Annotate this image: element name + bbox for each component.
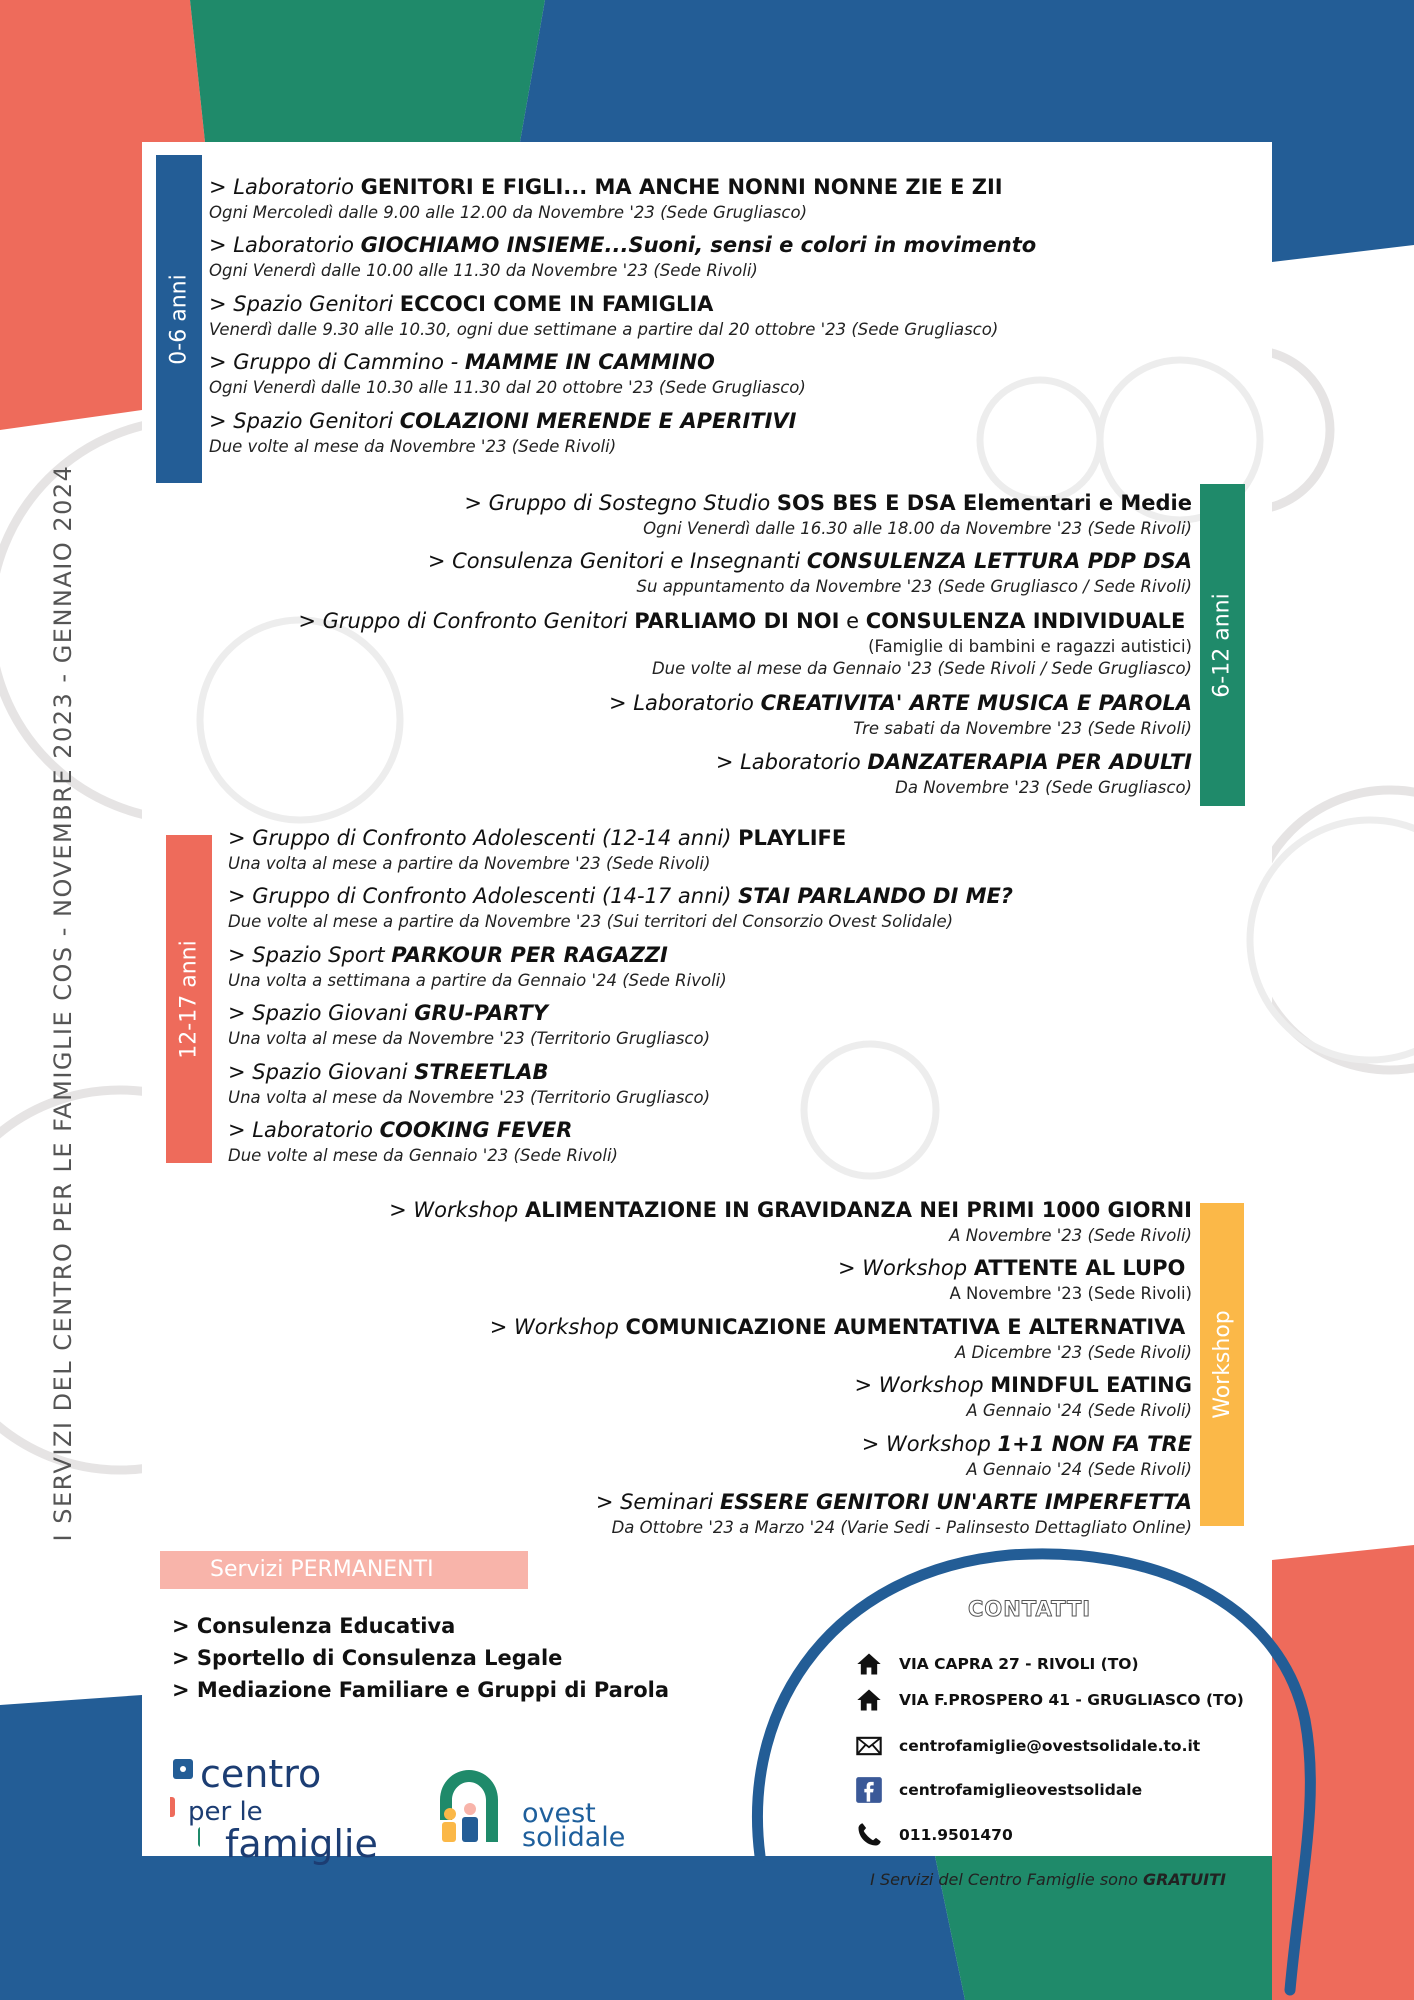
badge-label: 6-12 anni xyxy=(1210,592,1235,698)
list-item: > Laboratorio CREATIVITA' ARTE MUSICA E PAROLA Tre sabati da Novembre '23 (Sede Rivoli) xyxy=(608,691,1192,738)
vertical-title: I SERVIZI DEL CENTRO PER LE FAMIGLIE COS - NOVEMBRE 2023 - GENNAIO 2024 xyxy=(49,464,77,1542)
list-item: > Spazio Sport PARKOUR PER RAGAZZI Una volta a settimana a partire da Gennaio '24 (Sede Rivoli) xyxy=(228,943,727,990)
list-item: > Laboratorio COOKING FEVER Due volte al mese da Gennaio '23 (Sede Rivoli) xyxy=(228,1118,618,1165)
footer-note: I Servizi del Centro Famiglie sono GRATUITI xyxy=(870,1870,1226,1889)
contact-email[interactable]: centrofamiglie@ovestsolidale.to.it xyxy=(855,1732,1200,1760)
badge-label: 0-6 anni xyxy=(166,273,192,365)
contact-facebook[interactable]: centrofamiglieovestsolidale xyxy=(855,1776,1142,1804)
list-item: > Gruppo di Cammino - MAMME IN CAMMINO Ogni Venerdì dalle 10.30 alle 11.30 dal 20 ottobre '23 (Sede Grugliasco) xyxy=(209,350,806,397)
list-item: > Workshop MINDFUL EATING A Gennaio '24 (Sede Rivoli) xyxy=(854,1373,1192,1420)
list-item: > Gruppo di Confronto Adolescenti (12-14 anni) PLAYLIFE Una volta al mese a partire da Novembre '23 (Sede Rivoli) xyxy=(228,826,847,873)
contact-address-grugliasco: VIA F.PROSPERO 41 - GRUGLIASCO (TO) xyxy=(855,1686,1244,1714)
list-item: > Consulenza Educativa xyxy=(172,1614,456,1638)
badge-label: Workshop xyxy=(1209,1310,1235,1419)
list-item: > Spazio Genitori COLAZIONI MERENDE E APERITIVI Due volte al mese da Novembre '23 (Sede Rivoli) xyxy=(209,409,797,456)
permanent-services-title: Servizi PERMANENTI xyxy=(160,1551,528,1589)
home-icon xyxy=(855,1686,883,1714)
contacts-title: CONTATTI xyxy=(968,1597,1092,1621)
badge-label: 12-17 anni xyxy=(176,939,202,1059)
facebook-icon xyxy=(855,1776,883,1804)
list-item: > Mediazione Familiare e Gruppi di Parola xyxy=(172,1678,670,1702)
list-item: > Consulenza Genitori e Insegnanti CONSULENZA LETTURA PDP DSA Su appuntamento da Novembre '23 (Sede Grugliasco / Sede Rivoli) xyxy=(427,549,1192,596)
phone-icon xyxy=(855,1821,883,1849)
list-item: > Spazio Giovani STREETLAB Una volta al mese da Novembre '23 (Territorio Grugliasco) xyxy=(228,1060,711,1107)
list-item: > Spazio Genitori ECCOCI COME IN FAMIGLIA Venerdì dalle 9.30 alle 10.30, ogni due settimane a partire dal 20 ottobre '23 (Sede Grugliasco) xyxy=(209,292,999,339)
list-item: > Laboratorio DANZATERAPIA PER ADULTI Da Novembre '23 (Sede Grugliasco) xyxy=(715,750,1192,797)
mail-icon xyxy=(855,1732,883,1760)
list-item: > Laboratorio GIOCHIAMO INSIEME...Suoni, sensi e colori in movimento Ogni Venerdì dalle 10.00 alle 11.30 da Novembre '23 (Sede Rivoli) xyxy=(209,233,1037,280)
list-item: > Workshop ALIMENTAZIONE IN GRAVIDANZA NEI PRIMI 1000 GIORNI A Novembre '23 (Sede Rivoli) xyxy=(389,1198,1192,1245)
list-item: > Gruppo di Sostegno Studio SOS BES E DSA Elementari e Medie Ogni Venerdì dalle 16.30 alle 18.00 da Novembre '23 (Sede Rivoli) xyxy=(464,491,1192,538)
list-item: > Sportello di Consulenza Legale xyxy=(172,1646,563,1670)
list-item: > Workshop COMUNICAZIONE AUMENTATIVA E ALTERNATIVA A Dicembre '23 (Sede Rivoli) xyxy=(489,1315,1192,1362)
contact-address-rivoli: VIA CAPRA 27 - RIVOLI (TO) xyxy=(855,1650,1139,1678)
list-item: > Seminari ESSERE GENITORI UN'ARTE IMPERFETTA Da Ottobre '23 a Marzo '24 (Varie Sedi - Palinsesto Dettagliato Online) xyxy=(595,1490,1192,1537)
logo-ovest-mark-icon xyxy=(422,1760,512,1850)
list-item: > Workshop ATTENTE AL LUPO A Novembre '23 (Sede Rivoli) xyxy=(837,1256,1192,1303)
home-icon xyxy=(855,1650,883,1678)
contact-phone[interactable]: 011.9501470 xyxy=(855,1821,1013,1849)
list-item: > Laboratorio GENITORI E FIGLI... MA ANCHE NONNI NONNE ZIE E ZII Ogni Mercoledì dalle 9.00 alle 12.00 da Novembre '23 (Sede Grugliasco) xyxy=(209,175,1003,222)
list-item: > Gruppo di Confronto Adolescenti (14-17 anni) STAI PARLANDO DI ME? Due volte al mese a partire da Novembre '23 (Sui territori del Consorzio Ovest Solidale) xyxy=(228,884,1013,931)
list-item: > Spazio Giovani GRU-PARTY Una volta al mese da Novembre '23 (Territorio Grugliasco) xyxy=(228,1001,711,1048)
list-item: > Gruppo di Confronto Genitori PARLIAMO DI NOI e CONSULENZA INDIVIDUALE (Famiglie di bambini e ragazzi autistici) Due volte al mese da Gennaio '23 (Sede Rivoli / Sede Grugliasco) xyxy=(298,609,1192,678)
list-item: > Workshop 1+1 NON FA TRE A Gennaio '24 (Sede Rivoli) xyxy=(861,1432,1192,1479)
